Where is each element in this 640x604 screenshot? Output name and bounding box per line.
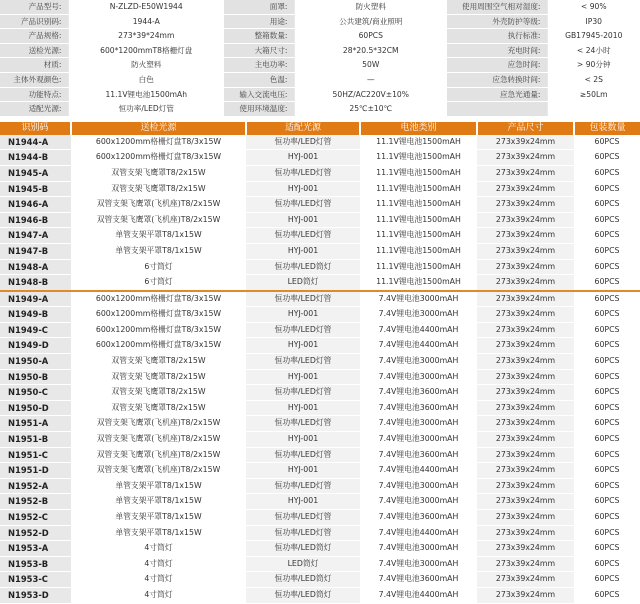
battery-type-cell: 7.4V锂电池3000mAH xyxy=(360,494,477,510)
test-light-source-cell: 4寸筒灯 xyxy=(71,556,246,572)
spec-value: 273*39*24mm xyxy=(68,29,224,44)
adapted-light-source-cell: LED筒灯 xyxy=(246,556,360,572)
table-row xyxy=(0,322,640,338)
spec-value: 60PCS xyxy=(294,29,447,44)
table-row xyxy=(0,275,640,291)
product-size-cell: 273x39x24mm xyxy=(477,587,574,603)
package-qty-cell: 60PCS xyxy=(574,587,640,603)
package-qty-cell: 60PCS xyxy=(574,228,640,244)
battery-type-cell: 11.1V锂电池1500mAH xyxy=(360,135,477,150)
battery-type-cell: 11.1V锂电池1500mAH xyxy=(360,228,477,244)
spec-label: 大箱尺寸: xyxy=(224,43,294,58)
table-row xyxy=(0,447,640,463)
test-light-source-cell: 双管支架飞鹰罩T8/2x15W xyxy=(71,385,246,401)
spec-value: GB17945-2010 xyxy=(547,29,640,44)
package-qty-cell: 60PCS xyxy=(574,400,640,416)
spec-value: < 2S xyxy=(547,72,640,87)
product-size-cell: 273x39x24mm xyxy=(477,494,574,510)
spec-value: 恒功率/LED灯管 xyxy=(68,102,224,117)
id-code-cell: N1953-B xyxy=(0,556,71,572)
package-qty-cell: 60PCS xyxy=(574,165,640,181)
battery-type-cell: 7.4V锂电池4400mAH xyxy=(360,587,477,603)
battery-type-cell: 7.4V锂电池3000mAH xyxy=(360,354,477,370)
package-qty-cell: 60PCS xyxy=(574,432,640,448)
test-light-source-cell: 600x1200mm格栅灯盘T8/3x15W xyxy=(71,307,246,323)
package-qty-cell: 60PCS xyxy=(574,416,640,432)
product-size-cell: 273x39x24mm xyxy=(477,291,574,307)
test-light-source-cell: 6寸筒灯 xyxy=(71,275,246,291)
spec-row xyxy=(0,72,640,87)
test-light-source-cell: 4寸筒灯 xyxy=(71,541,246,557)
adapted-light-source-cell: HYJ-001 xyxy=(246,432,360,448)
spec-label: 色温: xyxy=(224,72,294,87)
spec-row xyxy=(0,29,640,44)
battery-type-cell: 7.4V锂电池3000mAH xyxy=(360,416,477,432)
id-code-cell: N1944-B xyxy=(0,150,71,166)
spec-value: 1944-A xyxy=(68,14,224,29)
spec-label: 用途: xyxy=(224,14,294,29)
product-table-body xyxy=(0,135,640,603)
package-qty-cell: 60PCS xyxy=(574,572,640,588)
battery-type-cell: 11.1V锂电池1500mAH xyxy=(360,150,477,166)
table-row xyxy=(0,556,640,572)
spec-row xyxy=(0,14,640,29)
test-light-source-cell: 6寸筒灯 xyxy=(71,259,246,275)
table-row xyxy=(0,510,640,526)
test-light-source-cell: 双管支架飞鹰罩(飞机座)T8/2x15W xyxy=(71,197,246,213)
package-qty-cell: 60PCS xyxy=(574,322,640,338)
product-size-cell: 273x39x24mm xyxy=(477,447,574,463)
battery-type-cell: 7.4V锂电池3600mAH xyxy=(360,385,477,401)
battery-type-cell: 7.4V锂电池3600mAH xyxy=(360,447,477,463)
package-qty-cell: 60PCS xyxy=(574,212,640,228)
table-row xyxy=(0,181,640,197)
id-code-cell: N1953-C xyxy=(0,572,71,588)
spec-label: 使用环境温度: xyxy=(224,102,294,117)
spec-label: 产品型号: xyxy=(0,0,68,14)
spec-row xyxy=(0,102,640,117)
battery-type-cell: 7.4V锂电池3000mAH xyxy=(360,369,477,385)
id-code-cell: N1951-D xyxy=(0,463,71,479)
product-size-cell: 273x39x24mm xyxy=(477,228,574,244)
spec-label: 送检光源: xyxy=(0,43,68,58)
table-row xyxy=(0,572,640,588)
product-table xyxy=(0,122,640,604)
col-product-size-header: 产品尺寸 xyxy=(477,122,574,135)
package-qty-cell: 60PCS xyxy=(574,243,640,259)
id-code-cell: N1949-D xyxy=(0,338,71,354)
table-row xyxy=(0,541,640,557)
spec-value: 11.1V锂电池1500mAh xyxy=(68,87,224,102)
adapted-light-source-cell: 恒功率/LED筒灯 xyxy=(246,259,360,275)
adapted-light-source-cell: 恒功率/LED筒灯 xyxy=(246,587,360,603)
spec-label: 主体外观颜色: xyxy=(0,72,68,87)
table-row xyxy=(0,432,640,448)
test-light-source-cell: 双管支架飞鹰罩(飞机座)T8/2x15W xyxy=(71,432,246,448)
table-row xyxy=(0,135,640,150)
package-qty-cell: 60PCS xyxy=(574,150,640,166)
adapted-light-source-cell: HYJ-001 xyxy=(246,494,360,510)
id-code-cell: N1952-C xyxy=(0,510,71,526)
package-qty-cell: 60PCS xyxy=(574,197,640,213)
test-light-source-cell: 600x1200mm格栅灯盘T8/3x15W xyxy=(71,338,246,354)
package-qty-cell: 60PCS xyxy=(574,291,640,307)
spec-value: N-ZLZD-E50W1944 xyxy=(68,0,224,14)
id-code-cell: N1947-B xyxy=(0,243,71,259)
package-qty-cell: 60PCS xyxy=(574,525,640,541)
spec-label: 外壳防护等级: xyxy=(447,14,547,29)
id-code-cell: N1952-B xyxy=(0,494,71,510)
spec-label: 主电功率: xyxy=(224,58,294,73)
package-qty-cell: 60PCS xyxy=(574,478,640,494)
spec-label: 材质: xyxy=(0,58,68,73)
product-table-header xyxy=(0,122,640,135)
test-light-source-cell: 双管支架飞鹰罩T8/2x15W xyxy=(71,165,246,181)
col-battery-type-header: 电池类别 xyxy=(360,122,477,135)
battery-type-cell: 7.4V锂电池4400mAH xyxy=(360,525,477,541)
battery-type-cell: 11.1V锂电池1500mAH xyxy=(360,275,477,291)
spec-value: 白色 xyxy=(68,72,224,87)
spec-label xyxy=(447,102,547,117)
spec-value: < 90% xyxy=(547,0,640,14)
product-size-cell: 273x39x24mm xyxy=(477,259,574,275)
id-code-cell: N1950-A xyxy=(0,354,71,370)
spec-label: 应急时间: xyxy=(447,58,547,73)
package-qty-cell: 60PCS xyxy=(574,259,640,275)
id-code-cell: N1953-A xyxy=(0,541,71,557)
spec-value: — xyxy=(294,72,447,87)
test-light-source-cell: 双管支架飞鹰罩(飞机座)T8/2x15W xyxy=(71,212,246,228)
adapted-light-source-cell: 恒功率/LED灯管 xyxy=(246,447,360,463)
test-light-source-cell: 单管支架平罩T8/1x15W xyxy=(71,478,246,494)
product-size-cell: 273x39x24mm xyxy=(477,510,574,526)
battery-type-cell: 7.4V锂电池4400mAH xyxy=(360,463,477,479)
package-qty-cell: 60PCS xyxy=(574,369,640,385)
id-code-cell: N1949-A xyxy=(0,291,71,307)
table-row xyxy=(0,165,640,181)
adapted-light-source-cell: HYJ-001 xyxy=(246,181,360,197)
spec-value: 防火塑料 xyxy=(294,0,447,14)
battery-type-cell: 11.1V锂电池1500mAH xyxy=(360,243,477,259)
spec-label: 输入交流电压: xyxy=(224,87,294,102)
table-row xyxy=(0,400,640,416)
battery-type-cell: 7.4V锂电池4400mAH xyxy=(360,338,477,354)
id-code-cell: N1951-C xyxy=(0,447,71,463)
product-size-cell: 273x39x24mm xyxy=(477,525,574,541)
spec-row xyxy=(0,43,640,58)
battery-type-cell: 11.1V锂电池1500mAH xyxy=(360,212,477,228)
table-row xyxy=(0,243,640,259)
battery-type-cell: 7.4V锂电池3000mAH xyxy=(360,541,477,557)
table-row xyxy=(0,354,640,370)
spec-label: 使用周围空气相对湿度: xyxy=(447,0,547,14)
test-light-source-cell: 600x1200mm格栅灯盘T8/3x15W xyxy=(71,291,246,307)
id-code-cell: N1949-B xyxy=(0,307,71,323)
test-light-source-cell: 双管支架飞鹰罩T8/2x15W xyxy=(71,400,246,416)
spec-row xyxy=(0,87,640,102)
table-row xyxy=(0,463,640,479)
id-code-cell: N1944-A xyxy=(0,135,71,150)
test-light-source-cell: 4寸筒灯 xyxy=(71,572,246,588)
col-package-qty-header: 包装数量 xyxy=(574,122,640,135)
spec-value: < 24小时 xyxy=(547,43,640,58)
product-size-cell: 273x39x24mm xyxy=(477,322,574,338)
table-row xyxy=(0,525,640,541)
adapted-light-source-cell: 恒功率/LED灯管 xyxy=(246,135,360,150)
id-code-cell: N1946-A xyxy=(0,197,71,213)
product-size-cell: 273x39x24mm xyxy=(477,275,574,291)
test-light-source-cell: 4寸筒灯 xyxy=(71,587,246,603)
battery-type-cell: 7.4V锂电池3000mAH xyxy=(360,478,477,494)
table-row xyxy=(0,385,640,401)
table-row xyxy=(0,150,640,166)
test-light-source-cell: 单管支架平罩T8/1x15W xyxy=(71,494,246,510)
package-qty-cell: 60PCS xyxy=(574,541,640,557)
spec-label: 面罩: xyxy=(224,0,294,14)
adapted-light-source-cell: 恒功率/LED灯管 xyxy=(246,510,360,526)
package-qty-cell: 60PCS xyxy=(574,307,640,323)
battery-type-cell: 7.4V锂电池3000mAH xyxy=(360,432,477,448)
id-code-cell: N1949-C xyxy=(0,322,71,338)
battery-type-cell: 11.1V锂电池1500mAH xyxy=(360,259,477,275)
product-size-cell: 273x39x24mm xyxy=(477,416,574,432)
id-code-cell: N1948-B xyxy=(0,275,71,291)
spec-value: 防火塑料 xyxy=(68,58,224,73)
table-row xyxy=(0,494,640,510)
spec-label: 功能特点: xyxy=(0,87,68,102)
product-size-cell: 273x39x24mm xyxy=(477,572,574,588)
product-size-cell: 273x39x24mm xyxy=(477,463,574,479)
spec-label: 执行标准: xyxy=(447,29,547,44)
product-size-cell: 273x39x24mm xyxy=(477,197,574,213)
spec-label: 应急转换时间: xyxy=(447,72,547,87)
spec-value: ≥50Lm xyxy=(547,87,640,102)
adapted-light-source-cell: HYJ-001 xyxy=(246,150,360,166)
test-light-source-cell: 600x1200mm格栅灯盘T8/3x15W xyxy=(71,150,246,166)
test-light-source-cell: 单管支架平罩T8/1x15W xyxy=(71,510,246,526)
adapted-light-source-cell: LED筒灯 xyxy=(246,275,360,291)
table-row xyxy=(0,307,640,323)
package-qty-cell: 60PCS xyxy=(574,494,640,510)
adapted-light-source-cell: 恒功率/LED灯管 xyxy=(246,416,360,432)
test-light-source-cell: 双管支架飞鹰罩T8/2x15W xyxy=(71,354,246,370)
spec-value: 25℃±10℃ xyxy=(294,102,447,117)
table-row xyxy=(0,338,640,354)
id-code-cell: N1952-A xyxy=(0,478,71,494)
test-light-source-cell: 双管支架飞鹰罩(飞机座)T8/2x15W xyxy=(71,463,246,479)
adapted-light-source-cell: HYJ-001 xyxy=(246,369,360,385)
battery-type-cell: 11.1V锂电池1500mAH xyxy=(360,181,477,197)
spec-label: 适配光源: xyxy=(0,102,68,117)
battery-type-cell: 7.4V锂电池4400mAH xyxy=(360,322,477,338)
package-qty-cell: 60PCS xyxy=(574,510,640,526)
spec-value: 公共建筑/商业照明 xyxy=(294,14,447,29)
product-size-cell: 273x39x24mm xyxy=(477,307,574,323)
adapted-light-source-cell: 恒功率/LED灯管 xyxy=(246,478,360,494)
product-size-cell: 273x39x24mm xyxy=(477,400,574,416)
package-qty-cell: 60PCS xyxy=(574,556,640,572)
package-qty-cell: 60PCS xyxy=(574,385,640,401)
spec-table xyxy=(0,0,640,117)
package-qty-cell: 60PCS xyxy=(574,354,640,370)
spec-row xyxy=(0,58,640,73)
product-size-cell: 273x39x24mm xyxy=(477,135,574,150)
id-code-cell: N1945-B xyxy=(0,181,71,197)
product-size-cell: 273x39x24mm xyxy=(477,181,574,197)
table-row xyxy=(0,416,640,432)
battery-type-cell: 7.4V锂电池3600mAH xyxy=(360,400,477,416)
battery-type-cell: 11.1V锂电池1500mAH xyxy=(360,165,477,181)
id-code-cell: N1945-A xyxy=(0,165,71,181)
package-qty-cell: 60PCS xyxy=(574,275,640,291)
package-qty-cell: 60PCS xyxy=(574,181,640,197)
table-row xyxy=(0,369,640,385)
adapted-light-source-cell: 恒功率/LED筒灯 xyxy=(246,572,360,588)
spec-value: 50W xyxy=(294,58,447,73)
battery-type-cell: 7.4V锂电池3600mAH xyxy=(360,572,477,588)
id-code-cell: N1950-D xyxy=(0,400,71,416)
id-code-cell: N1947-A xyxy=(0,228,71,244)
battery-type-cell: 11.1V锂电池1500mAH xyxy=(360,197,477,213)
spec-label: 应急光通量: xyxy=(447,87,547,102)
test-light-source-cell: 双管支架飞鹰罩T8/2x15W xyxy=(71,181,246,197)
product-size-cell: 273x39x24mm xyxy=(477,541,574,557)
adapted-light-source-cell: 恒功率/LED灯管 xyxy=(246,322,360,338)
test-light-source-cell: 单管支架平罩T8/1x15W xyxy=(71,228,246,244)
test-light-source-cell: 600x1200mm格栅灯盘T8/3x15W xyxy=(71,135,246,150)
adapted-light-source-cell: 恒功率/LED灯管 xyxy=(246,525,360,541)
id-code-cell: N1951-A xyxy=(0,416,71,432)
adapted-light-source-cell: 恒功率/LED灯管 xyxy=(246,354,360,370)
test-light-source-cell: 单管支架平罩T8/1x15W xyxy=(71,525,246,541)
id-code-cell: N1953-D xyxy=(0,587,71,603)
product-size-cell: 273x39x24mm xyxy=(477,556,574,572)
package-qty-cell: 60PCS xyxy=(574,447,640,463)
adapted-light-source-cell: HYJ-001 xyxy=(246,463,360,479)
spec-label: 产品规格: xyxy=(0,29,68,44)
id-code-cell: N1950-B xyxy=(0,369,71,385)
product-size-cell: 273x39x24mm xyxy=(477,165,574,181)
product-size-cell: 273x39x24mm xyxy=(477,243,574,259)
id-code-cell: N1951-B xyxy=(0,432,71,448)
table-row xyxy=(0,478,640,494)
package-qty-cell: 60PCS xyxy=(574,463,640,479)
test-light-source-cell: 双管支架飞鹰罩(飞机座)T8/2x15W xyxy=(71,416,246,432)
col-test-light-source-header: 送检光源 xyxy=(71,122,246,135)
id-code-cell: N1948-A xyxy=(0,259,71,275)
adapted-light-source-cell: 恒功率/LED灯管 xyxy=(246,228,360,244)
product-size-cell: 273x39x24mm xyxy=(477,385,574,401)
package-qty-cell: 60PCS xyxy=(574,135,640,150)
product-size-cell: 273x39x24mm xyxy=(477,432,574,448)
spec-value: 600*1200mmT8格栅灯盘 xyxy=(68,43,224,58)
col-adapted-light-source-header: 适配光源 xyxy=(246,122,360,135)
table-row xyxy=(0,587,640,603)
adapted-light-source-cell: 恒功率/LED灯管 xyxy=(246,291,360,307)
test-light-source-cell: 单管支架平罩T8/1x15W xyxy=(71,243,246,259)
product-size-cell: 273x39x24mm xyxy=(477,150,574,166)
spec-label: 充电时间: xyxy=(447,43,547,58)
spec-value: 28*20.5*32CM xyxy=(294,43,447,58)
battery-type-cell: 7.4V锂电池3000mAH xyxy=(360,291,477,307)
spec-row xyxy=(0,0,640,14)
battery-type-cell: 7.4V锂电池3000mAH xyxy=(360,556,477,572)
spec-value: > 90分钟 xyxy=(547,58,640,73)
product-size-cell: 273x39x24mm xyxy=(477,478,574,494)
adapted-light-source-cell: 恒功率/LED灯管 xyxy=(246,385,360,401)
adapted-light-source-cell: HYJ-001 xyxy=(246,243,360,259)
product-size-cell: 273x39x24mm xyxy=(477,338,574,354)
package-qty-cell: 60PCS xyxy=(574,338,640,354)
adapted-light-source-cell: HYJ-001 xyxy=(246,338,360,354)
spec-value: 50HZ/AC220V±10% xyxy=(294,87,447,102)
table-row xyxy=(0,291,640,307)
adapted-light-source-cell: 恒功率/LED筒灯 xyxy=(246,541,360,557)
spec-table-body xyxy=(0,0,640,116)
table-row xyxy=(0,212,640,228)
adapted-light-source-cell: 恒功率/LED灯管 xyxy=(246,197,360,213)
table-row xyxy=(0,228,640,244)
col-id-code-header: 识别码 xyxy=(0,122,71,135)
product-size-cell: 273x39x24mm xyxy=(477,212,574,228)
table-row xyxy=(0,197,640,213)
id-code-cell: N1946-B xyxy=(0,212,71,228)
product-size-cell: 273x39x24mm xyxy=(477,354,574,370)
battery-type-cell: 7.4V锂电池3000mAH xyxy=(360,307,477,323)
adapted-light-source-cell: 恒功率/LED灯管 xyxy=(246,165,360,181)
test-light-source-cell: 双管支架飞鹰罩(飞机座)T8/2x15W xyxy=(71,447,246,463)
test-light-source-cell: 双管支架飞鹰罩T8/2x15W xyxy=(71,369,246,385)
adapted-light-source-cell: HYJ-001 xyxy=(246,307,360,323)
spec-label: 整箱数量: xyxy=(224,29,294,44)
battery-type-cell: 7.4V锂电池3600mAH xyxy=(360,510,477,526)
spec-value: IP30 xyxy=(547,14,640,29)
spec-label: 产品识别码: xyxy=(0,14,68,29)
spec-value xyxy=(547,102,640,117)
adapted-light-source-cell: HYJ-001 xyxy=(246,400,360,416)
id-code-cell: N1950-C xyxy=(0,385,71,401)
adapted-light-source-cell: HYJ-001 xyxy=(246,212,360,228)
test-light-source-cell: 600x1200mm格栅灯盘T8/3x15W xyxy=(71,322,246,338)
product-size-cell: 273x39x24mm xyxy=(477,369,574,385)
id-code-cell: N1952-D xyxy=(0,525,71,541)
table-row xyxy=(0,259,640,275)
